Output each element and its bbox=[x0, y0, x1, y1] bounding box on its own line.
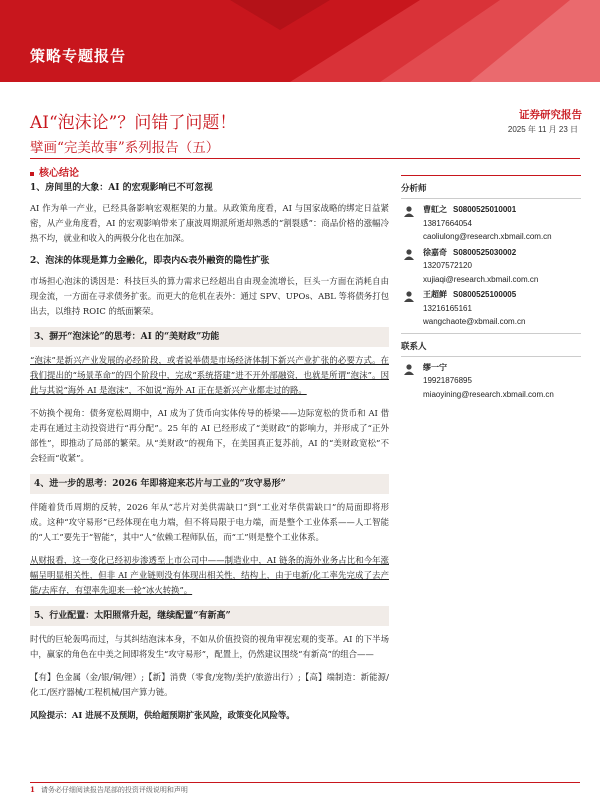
section-3 bbox=[30, 327, 389, 466]
contact-phone: 19921876895 bbox=[423, 376, 472, 385]
document-type: 证券研究报告 bbox=[519, 109, 582, 121]
report-date: 2025 年 11 月 23 日 bbox=[507, 125, 578, 134]
person-icon bbox=[403, 205, 415, 217]
footer bbox=[30, 785, 188, 795]
section-paragraph: 【有】色金属（金/银/铜/锂）;【新】消费（零食/宠物/美护/旅游出行）;【高】端制造：新能源/化工/医疗器械/工程机械/国产算力链。 bbox=[30, 672, 389, 697]
contacts-heading: 联系人 bbox=[401, 341, 427, 352]
contact-card bbox=[401, 361, 581, 402]
section-2 bbox=[30, 254, 389, 319]
contact-name: 缪一宁 bbox=[423, 361, 447, 372]
header-banner bbox=[0, 0, 600, 82]
section-paragraph: 不妨换个视角：债务宽松周期中，AI 成为了货币向实体传导的桥梁——边际宽松的货币和 AI 借走再在通过主动投资进行“再分配”。25 年的 AI 已经形成了“美财政”的影响力，并形成了“正外部性”，即推动了局部的繁荣。从“美财政”的视角下，在美国真正复苏前，AI 的“美财政宽松”不会轻而“收紧”。 bbox=[30, 408, 389, 463]
analyst-name: 王超鲜 bbox=[423, 289, 447, 299]
section-1 bbox=[30, 181, 389, 246]
analyst-card bbox=[401, 288, 581, 329]
sidebar-analysts bbox=[401, 175, 581, 403]
disclaimer-text: 请务必仔细阅读报告尾部的投资评级说明和声明 bbox=[40, 786, 188, 794]
analyst-card bbox=[401, 246, 581, 287]
section-paragraph: “泡沫”是新兴产业发展的必经阶段，或者说举债是市场经济体制下新兴产业扩张的必要方式。在我们提出的“场景革命”的四个阶段中，完成“系统搭建”进不开外部融资，也就是所谓“泡沫”。因此与其说“海外 AI 是泡沫”，不如说“海外 AI 正在是新兴产业都走过的路。 bbox=[30, 355, 389, 395]
banner-decoration bbox=[170, 0, 600, 82]
analyst-phone: 13817664054 bbox=[423, 218, 472, 228]
contact-email[interactable]: miaoyining@research.xbmail.com.cn bbox=[423, 389, 554, 399]
main-content bbox=[30, 181, 389, 731]
report-subtitle: 擘画“完美故事”系列报告（五） bbox=[30, 140, 220, 156]
section-heading: 3、摒开“泡沫论”的思考：AI 的“美财政”功能 bbox=[30, 327, 389, 347]
section-4 bbox=[30, 474, 389, 598]
analyst-email[interactable]: caoliulong@research.xbmail.com.cn bbox=[423, 232, 552, 241]
report-title: AI“泡沫论”？问错了问题！ bbox=[30, 113, 237, 133]
section-paragraph: 伴随着货币周期的反转，2026 年从“芯片对美供需缺口”到“工业对华供需缺口”的局面即将形成。这种“攻守易形”已经体现在电力端，但不将局限于电力端，而是整个工业体系——人工智能的“人工”要先于“智能”，其中“人”依赖工程师队伍，而“工”则是整个工业体系。 bbox=[30, 502, 389, 542]
sidebar-divider bbox=[401, 333, 581, 334]
analysts-heading: 分析师 bbox=[401, 184, 427, 194]
section-heading: 1、房间里的大象：AI 的宏观影响已不可忽视 bbox=[30, 183, 213, 193]
core-conclusion-label: 核心结论 bbox=[30, 164, 79, 179]
analyst-phone: 13207572120 bbox=[423, 261, 472, 270]
sidebar-divider bbox=[401, 198, 581, 199]
person-icon bbox=[403, 363, 415, 375]
section-paragraph: 从财报看，这一变化已经初步渗透至上市公司中——制造业中，AI 链条的海外业务占比和今年涨幅呈明显相关性，但非 AI 产业链则没有体现出相关性，结构上，由于电新/化工率先完成了去产能/去库存，有望率先迎来一轮“冰火转换”。 bbox=[30, 555, 389, 595]
section-heading: 5、行业配置：太阳照常升起，继续配置“有新高” bbox=[30, 606, 389, 626]
analyst-cert: S0800525010001 bbox=[453, 205, 517, 214]
analyst-email[interactable]: xujiaqi@research.xbmail.com.cn bbox=[423, 274, 539, 284]
person-icon bbox=[403, 290, 415, 302]
section-heading: 2、泡沫的体现是算力金融化，即表内&表外融资的隐性扩张 bbox=[30, 256, 270, 266]
analyst-phone: 13216165161 bbox=[423, 303, 472, 313]
footer-divider bbox=[30, 782, 580, 783]
analyst-name: 曹虹之 bbox=[423, 204, 447, 214]
analyst-name: 徐嘉奇 bbox=[423, 246, 447, 257]
person-icon bbox=[403, 248, 415, 260]
report-category: 策略专题报告 bbox=[30, 47, 127, 65]
section-paragraph: 时代的巨轮轰鸣而过，与其纠结泡沫本身，不如从价值投资的视角审视宏观的变革。AI 的下半场中，赢家的角色在中美之间即将发生“攻守易形”，配置上，仍然建议围绕“有新高”的组合—— bbox=[30, 634, 389, 659]
analyst-cert: S0800525100005 bbox=[453, 290, 517, 299]
analyst-email[interactable]: wangchaote@xbmail.com.cn bbox=[423, 317, 526, 326]
analyst-card bbox=[401, 203, 581, 244]
title-divider bbox=[30, 158, 580, 159]
section-paragraph: AI 作为单一产业，已经具备影响宏观框架的力量。从政策角度看，AI 与国家战略的绑定日益紧密，从产业角度看，AI 的宏观影响带来了康波周期派所逝却熟悉的“割裂感”：商品价格的涨幅冷热不均，就业和收入的两极分化也在加深。 bbox=[30, 203, 389, 243]
section-heading: 4、进一步的思考：2026 年即将迎来芯片与工业的“攻守易形” bbox=[30, 474, 389, 494]
analyst-cert: S0800525030002 bbox=[453, 247, 517, 257]
risk-warning: 风险提示：AI 进展不及预期，供给超预期扩张风险，政策变化风险等。 bbox=[30, 710, 295, 720]
page-number: 1 bbox=[30, 785, 35, 794]
sidebar-divider bbox=[401, 356, 581, 357]
section-5 bbox=[30, 606, 389, 700]
section-paragraph: 市场担心泡沫的诱因是：科技巨头的算力需求已经超出自由现金流增长，巨头一方面在消耗自由现金流，一方面在寻求债务扩张。而更大的危机在表外：通过 SPV、UPOs、ABL 等将债务打包出去，以维持 ROIC 的纸面繁荣。 bbox=[30, 276, 389, 316]
